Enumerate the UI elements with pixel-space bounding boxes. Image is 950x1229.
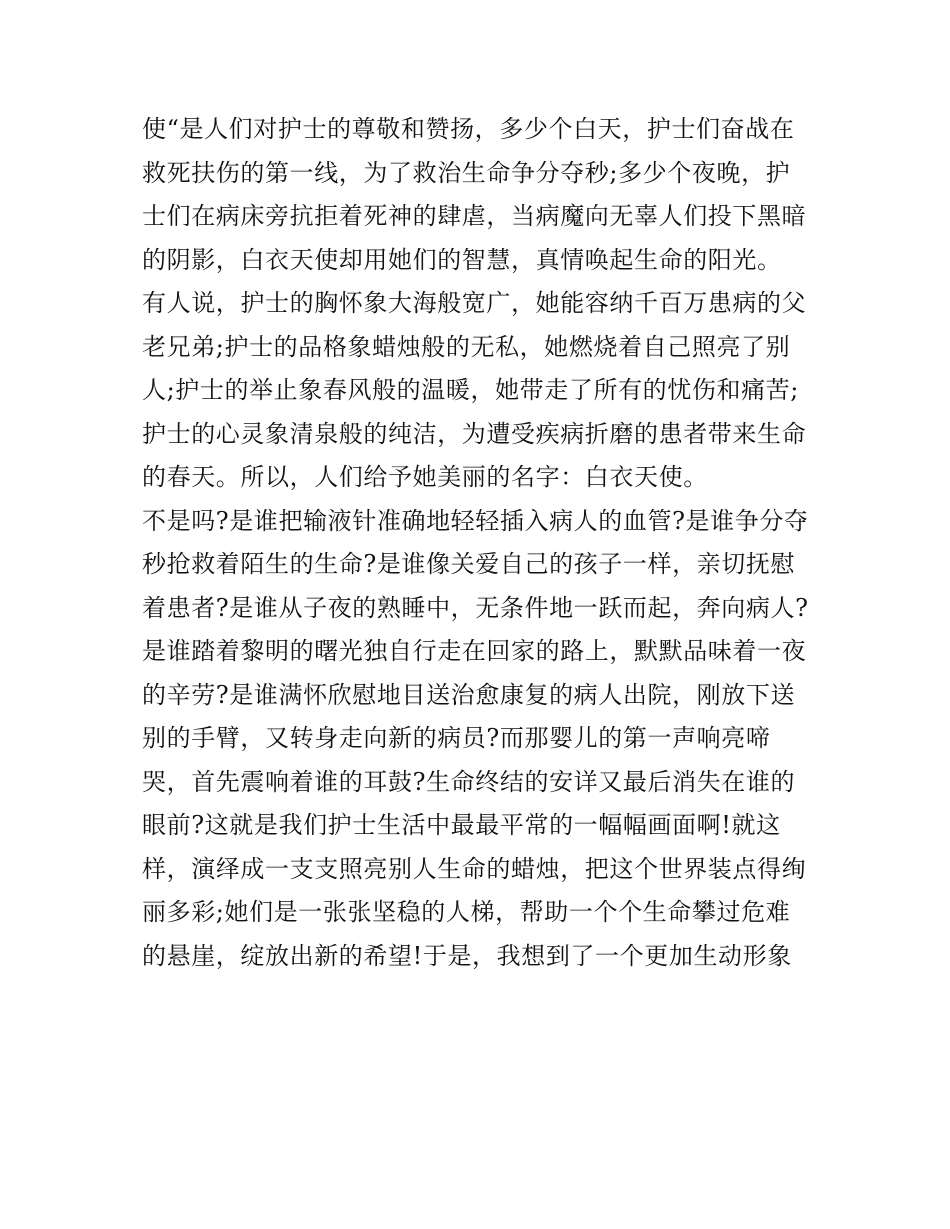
text-line: 老兄弟;护士的品格象蜡烛般的无私，她燃烧着自己照亮了别 (142, 332, 791, 361)
text-line: 秒抢救着陌生的生命?是谁像关爱自己的孩子一样，亲切抚慰 (142, 550, 796, 578)
text-line: 哭，首先震响着谁的耳鼓?生命终结的安详又最后消失在谁的 (142, 767, 796, 796)
text-line: 的悬崖，绽放出新的希望!于是，我想到了一个更加生动形象 (142, 941, 792, 970)
text-line: 有人说，护士的胸怀象大海般宽广，她能容纳千百万患病的父 (142, 289, 807, 317)
text-line: 救死扶伤的第一线，为了救治生命争分夺秒;多少个夜晚，护 (142, 158, 791, 187)
text-line: 眼前?这就是我们护士生活中最最平常的一幅幅画面啊!就这 (142, 811, 781, 839)
text-line: 士们在病床旁抗拒着死神的肆虐，当病魔向无辜人们投下黑暗 (142, 202, 807, 230)
body-text (142, 108, 832, 978)
text-line: 的辛劳?是谁满怀欣慰地目送治愈康复的病人出院，刚放下送 (142, 680, 796, 709)
text-line: 样，演绎成一支支照亮别人生命的蜡烛，把这个世界装点得绚 (142, 854, 807, 883)
text-line: 是谁踏着黎明的曙光独自行走在回家的路上，默默品味着一夜 (142, 637, 807, 665)
text-line: 人;护士的举止象春风般的温暖，她带走了所有的忧伤和痛苦; (142, 376, 799, 404)
text-line: 护士的心灵象清泉般的纯洁，为遭受疾病折磨的患者带来生命 (142, 419, 807, 448)
text-line: 使“是人们对护士的尊敬和赞扬，多少个白天，护士们奋战在 (142, 115, 795, 143)
text-line: 的春天。所以，人们给予她美丽的名字：白衣天使。 (142, 463, 708, 491)
text-line: 的阴影，白衣天使却用她们的智慧，真情唤起生命的阳光。 (142, 245, 782, 274)
text-line: 着患者?是谁从子夜的熟睡中，无条件地一跃而起，奔向病人? (142, 593, 809, 622)
text-line: 别的手臂，又转身走向新的病员?而那婴儿的第一声响亮啼 (142, 724, 771, 752)
text-line: 不是吗?是谁把输液针准确地轻轻插入病人的血管?是谁争分夺 (142, 506, 809, 535)
text-line: 丽多彩;她们是一张张坚稳的人梯，帮助一个个生命攀过危难 (142, 898, 791, 926)
